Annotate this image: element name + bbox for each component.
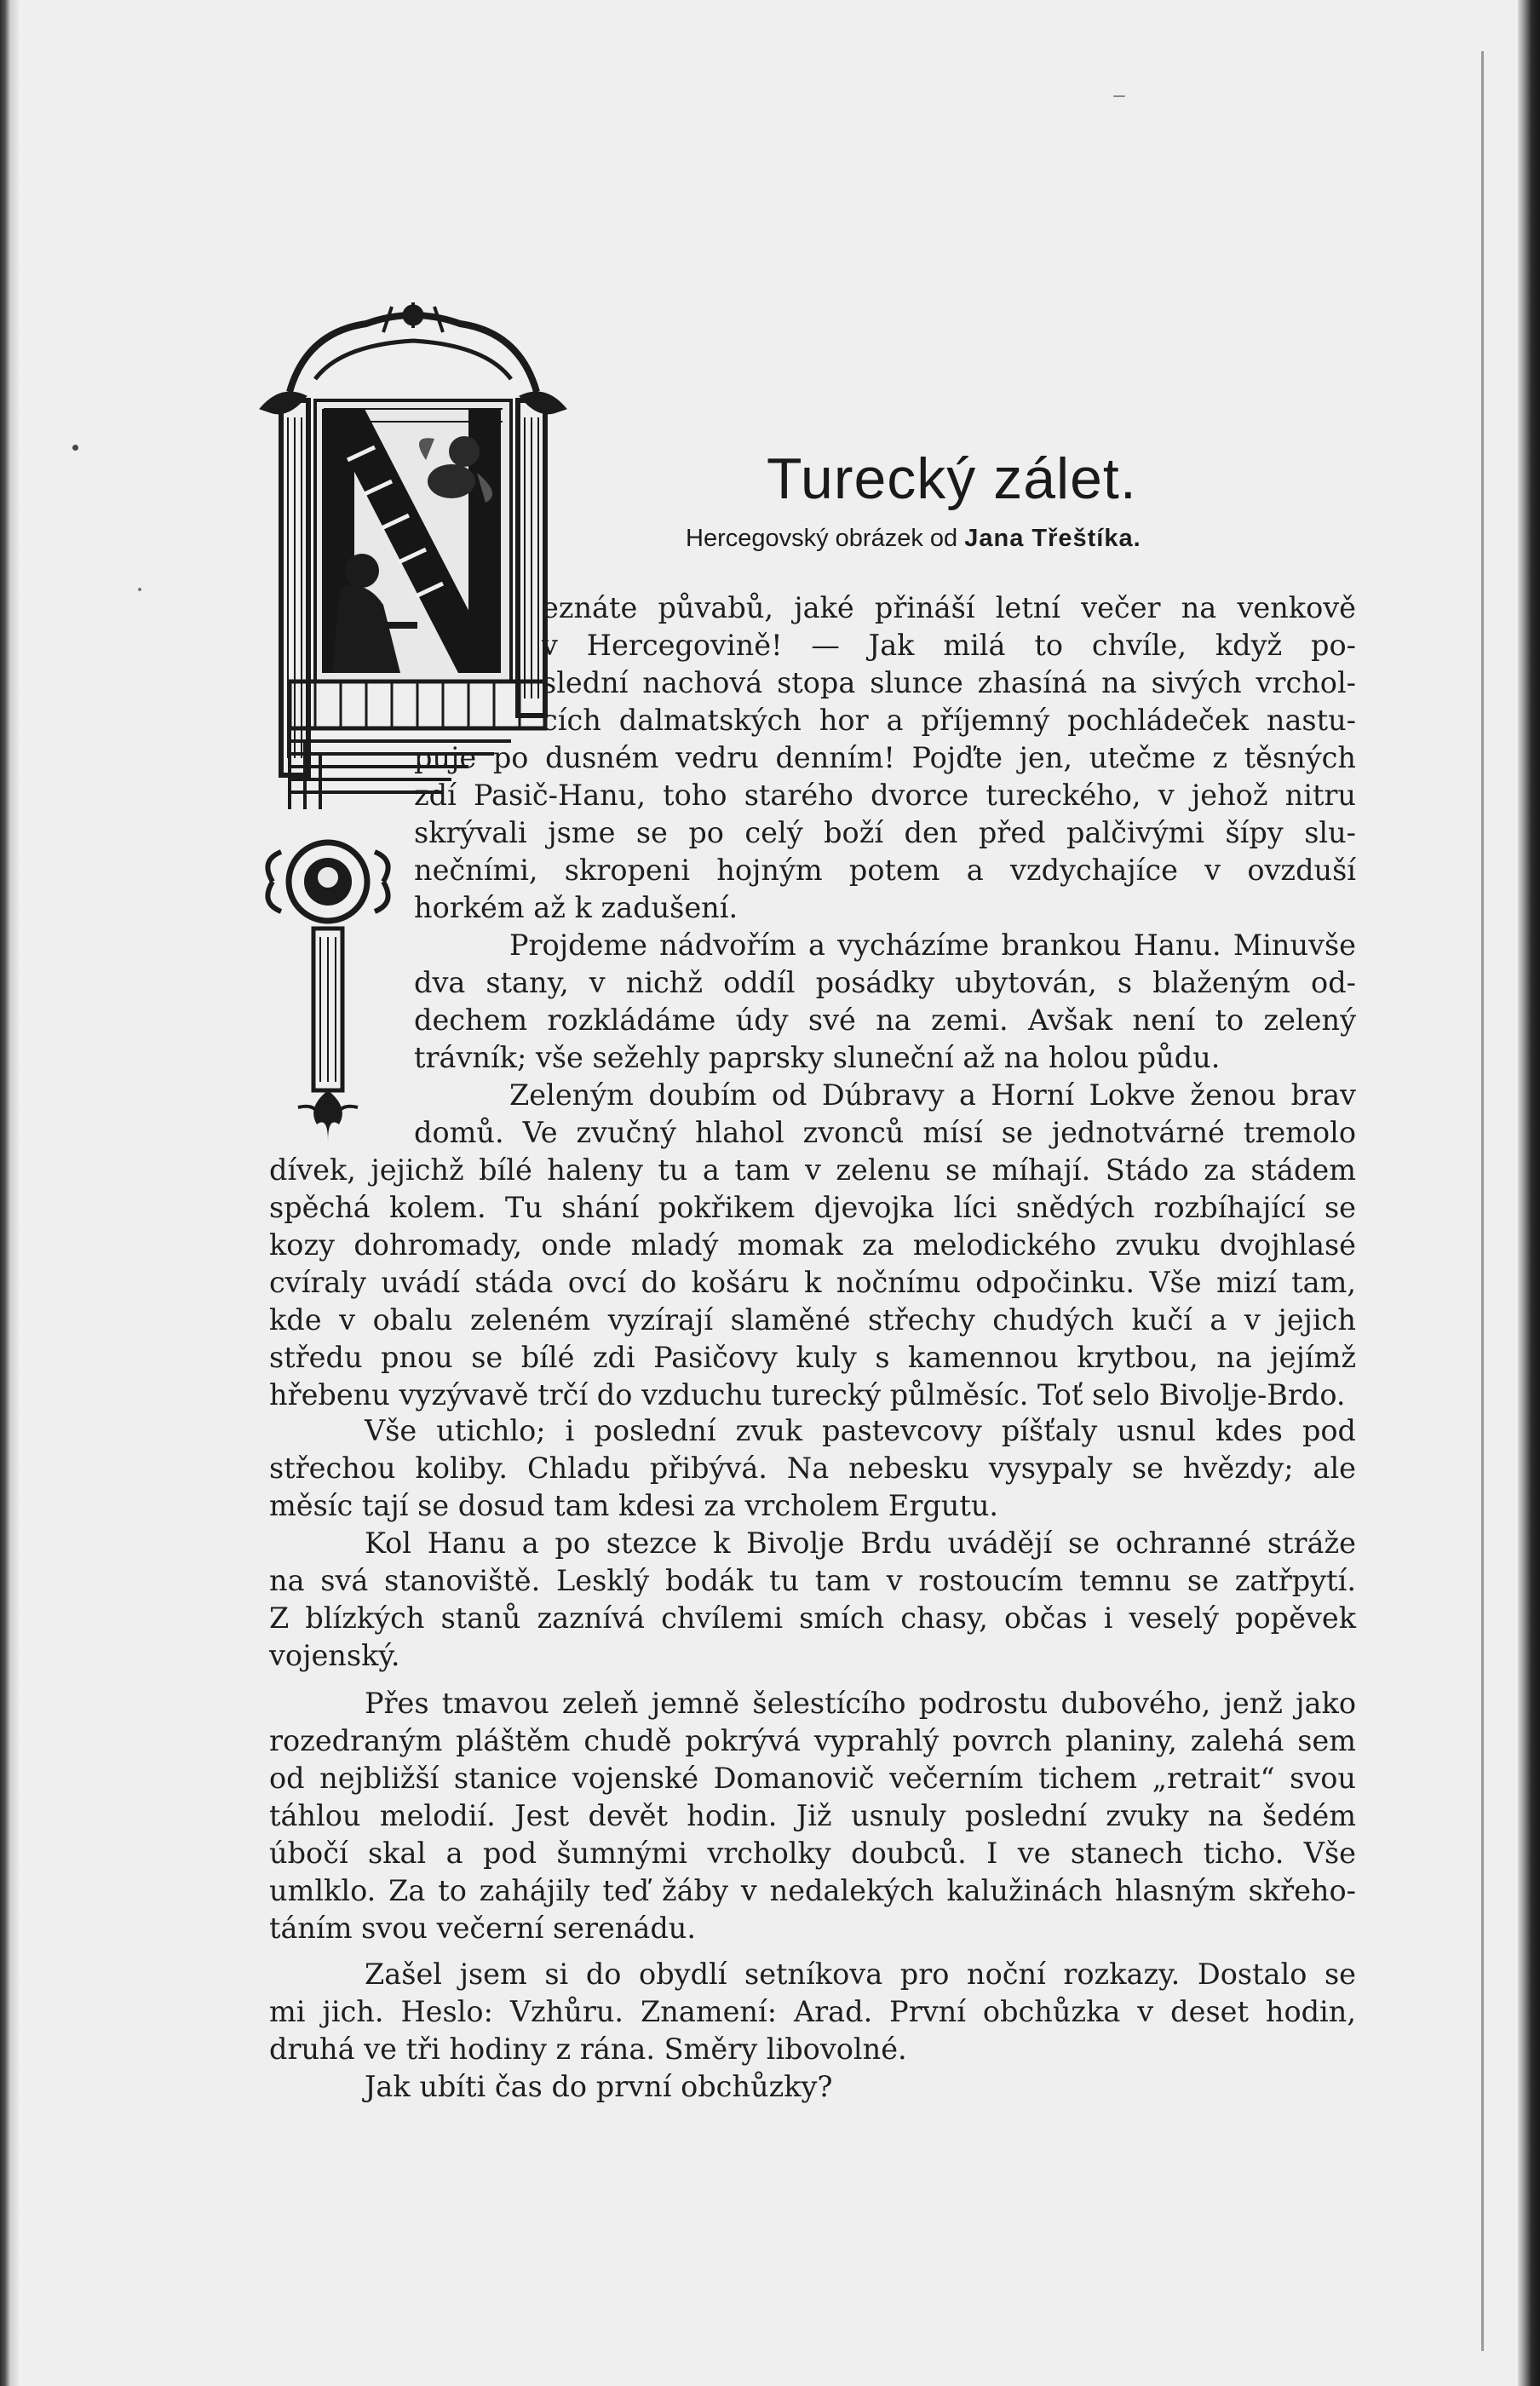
balusters [315,681,520,728]
author-name: Jana Třeštíka. [964,525,1141,552]
crest-inner-arch [315,341,511,379]
text-line: nečními, skropeni hojným potem a vzdychajíce v ovzduší [414,854,1356,887]
article-title: Turecký zálet. [767,446,1137,511]
text-line: měsíc tají se dosud tam kdesi za vrcholem Ergutu. [269,1489,999,1522]
article-subtitle [686,521,1239,555]
text-line: slední nachová stopa slunce zhasíná na sivých vrchol- [542,666,1356,699]
text-line: kozy dohromady, onde mladý momak za melodického zvuku dvojhlasé [269,1228,1356,1262]
medallion-icon [267,842,388,921]
text-line: od nejbližší stanice vojenské Domanovič večerním tichem „retrait“ svou [269,1762,1356,1795]
text-line: kde v obalu zeleném vyzírají slaměné střechy chudých kučí a v jejich [269,1303,1356,1337]
text-line: dechem rozkládáme údy své na zemi. Avšak není to zelený [414,1003,1356,1037]
scan-binding-edge [0,0,19,2386]
text-line: Jak ubíti čas do první obchůzky? [365,2070,833,2103]
text-line: domů. Ve zvučný hlahol zvonců mísí se jednotvárné tremolo [414,1116,1356,1149]
text-line: Zeleným doubím od Dúbravy a Horní Lokve ženou brav [509,1078,1356,1112]
lower-column-flutes [320,937,336,1082]
text-line: horkém až k zadušení. [414,891,738,924]
speck [138,588,141,591]
text-line: Přes tmavou zeleň jemně šelestícího podrostu dubového, jenž jako [365,1687,1356,1720]
text-line: umlklo. Za to zahájily teď žáby v nedalekých kalužinách hlasným skřeho- [269,1874,1356,1907]
pendant-ornament-icon [298,1090,358,1141]
subtitle-prefix: Hercegovský obrázek od [686,525,965,552]
text-line: druhá ve tři hodiny z rána. Směry libovolné. [269,2032,907,2066]
text-line: cích dalmatských hor a příjemný pochládeček nastu- [542,704,1356,737]
text-line: hřebenu vyzývavě trčí do vzduchu turecký půlměsíc. Toť selo Bivolje-Brdo. [269,1378,1346,1411]
text-line: cvíraly uvádí stáda ovcí do košáru k nočnímu odpočinku. Vše mizí tam, [269,1266,1356,1299]
text-line: Projdeme nádvořím a vycházíme brankou Hanu. Minuvše [509,929,1356,962]
text-line: eznáte půvabů, jaké přináší letní večer na venkově [542,591,1356,624]
text-line: středu pnou se bílé zdi Pasičovy kuly s kamennou krytbou, na jejímž [269,1341,1356,1374]
text-line: skrývali jsme se po celý boží den před palčivými šípy slu- [414,816,1356,849]
text-line: Vše utichlo; i poslední zvuk pastevcovy píšťaly usnul kdes pod [365,1414,1356,1447]
text-line: mi jich. Heslo: Vzhůru. Znamení: Arad. První obchůzka v deset hodin, [269,1995,1356,2028]
text-line: trávník; vše sežehly paprsky sluneční až na holou půdu. [414,1041,1221,1074]
text-line: puje po dusném vedru denním! Pojďte jen, utečme z těsných [414,741,1356,774]
text-line: dva stany, v nichž oddíl posádky ubytován, s blaženým od- [414,966,1356,999]
right-pillar-flutes [525,417,538,699]
text-line: táhlou melodií. Jest devět hodin. Již usnuly poslední zvuky na šedém [269,1799,1356,1832]
speck [1113,95,1125,97]
text-line: na svá stanoviště. Lesklý bodák tu tam v rostoucím temnu se zatřpytí. [269,1564,1356,1597]
text-line: úbočí skal a pod šumnými vrcholky doubců. I ve stanech ticho. Vše [269,1837,1356,1870]
text-line: táním svou večerní serenádu. [269,1912,697,1945]
page-edge-shadow [1481,51,1484,2351]
text-line: střechou koliby. Chladu přibývá. Na nebesku vysypaly se hvězdy; ale [269,1452,1356,1485]
scan-outer-edge [1518,0,1540,2386]
speck [72,445,78,451]
text-line: zdí Pasič-Hanu, toho starého dvorce tureckého, v jehož nitru [414,779,1356,812]
text-line: v Hercegovině! — Jak milá to chvíle, když po- [542,629,1356,662]
text-line: Zašel jsem si do obydlí setníkova pro noční rozkazy. Dostalo se [365,1958,1356,1991]
text-line: rozedraným pláštěm chudě pokrývá vyprahlý povrch planiny, zalehá sem [269,1724,1356,1757]
text-line: spěchá kolem. Tu shání pokřikem djevojka líci snědých rozbíhající se [269,1191,1356,1224]
text-line: vojenský. [269,1639,400,1672]
text-line: Kol Hanu a po stezce k Bivolje Brdu uvádějí se ochranné stráže [365,1526,1356,1560]
text-line: dívek, jejichž bílé haleny tu a tam v zelenu se míhají. Stádo za stádem [269,1153,1356,1187]
text-line: Z blízkých stanů zaznívá chvílemi smích chasy, občas i veselý popěvek [269,1601,1356,1635]
